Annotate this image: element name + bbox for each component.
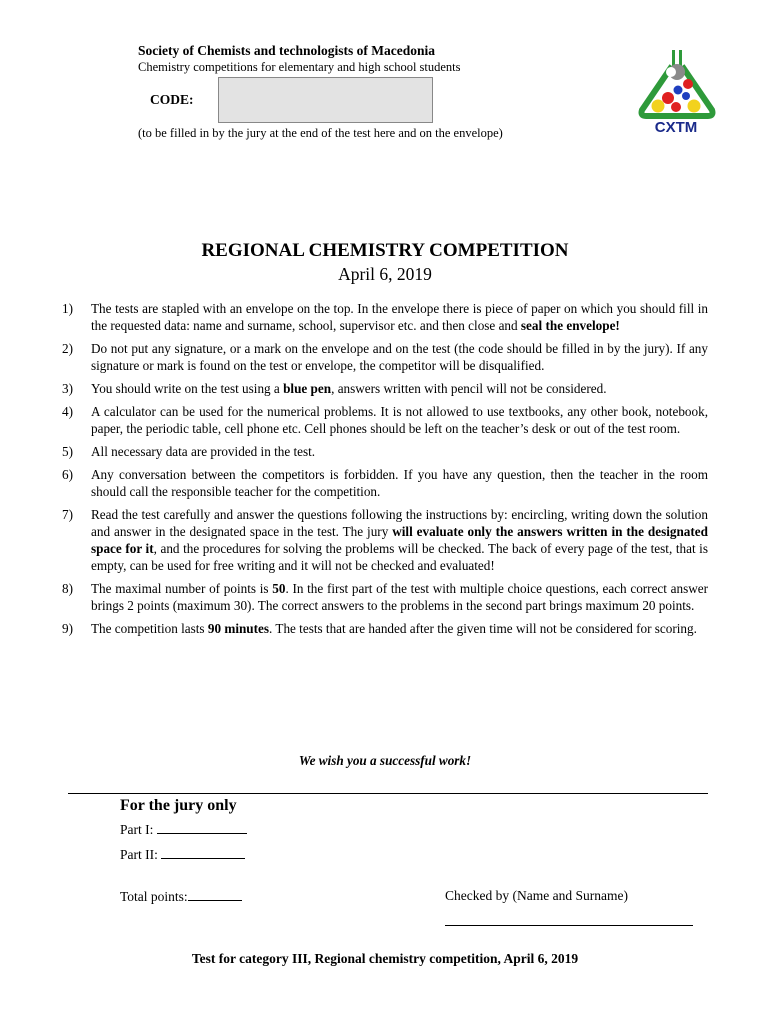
wish-text: We wish you a successful work! bbox=[298, 753, 472, 768]
code-label: CODE: bbox=[150, 92, 194, 107]
rule-text-part: The competition lasts bbox=[91, 621, 208, 636]
rule-text-bold: seal the envelope! bbox=[520, 318, 620, 334]
rule-item bbox=[62, 300, 708, 334]
checked-by-input[interactable] bbox=[445, 925, 693, 926]
rule-text bbox=[91, 620, 708, 637]
rule-text-part: , answers written with pencil will not be considered. bbox=[331, 381, 607, 396]
checked-by-label: Checked by (Name and Surname) bbox=[445, 888, 628, 903]
divider bbox=[68, 793, 708, 794]
rule-text-part: . The tests that are handed after the given time will not be considered for scoring. bbox=[269, 621, 697, 636]
total-field bbox=[120, 888, 242, 905]
part1-field bbox=[120, 821, 247, 838]
rule-number: 3) bbox=[62, 381, 73, 396]
rule-text bbox=[91, 506, 708, 575]
rule-text-part: You should write on the test using a bbox=[91, 381, 284, 396]
rule-text-bold: will evaluate only the answers written in the designated space for it bbox=[91, 523, 708, 556]
part1-input[interactable] bbox=[157, 821, 247, 834]
rule-number: 5) bbox=[62, 443, 73, 459]
rule-text bbox=[91, 580, 708, 614]
rule-text-part: The maximal number of points is bbox=[91, 581, 273, 596]
rule-item bbox=[62, 580, 708, 614]
logo-text: CXTM bbox=[654, 119, 698, 136]
rule-text-part: Do not put any signature, or a mark on the envelope and on the test (the code should be filled in by the jury). If any signature or mark is found on the test or envelope, the competitor will be disqualified. bbox=[91, 341, 708, 374]
rule-text bbox=[91, 380, 708, 397]
jury-title: For the jury only bbox=[120, 797, 237, 814]
code-note: (to be filled in by the jury at the end of the test here and on the envelope) bbox=[138, 126, 503, 140]
rule-number: 2) bbox=[62, 341, 73, 356]
rule-text bbox=[91, 300, 708, 334]
cxtm-logo bbox=[628, 50, 724, 136]
footer-text: Test for category III, Regional chemistry competition, April 6, 2019 bbox=[191, 951, 579, 966]
rule-text-bold: 90 minutes bbox=[207, 621, 270, 636]
part2-label: Part II: bbox=[120, 847, 158, 862]
rule-text bbox=[91, 340, 708, 374]
rule-text-part: Any conversation between the competitors is forbidden. If you have any question, then the teacher in the room should call the responsible teacher for the competition. bbox=[91, 466, 708, 499]
rule-item bbox=[62, 620, 708, 637]
rule-number: 9) bbox=[62, 621, 73, 636]
rule-item bbox=[62, 380, 708, 397]
rule-item bbox=[62, 340, 708, 374]
rule-text bbox=[91, 443, 708, 460]
rule-number: 8) bbox=[62, 581, 73, 596]
rule-number: 6) bbox=[62, 466, 73, 482]
rule-text-part: Read the test carefully and answer the questions following the instructions by: encircling, writing down the solution and answer in the designated space in the test. The jury bbox=[91, 506, 708, 539]
competition-date: April 6, 2019 bbox=[338, 264, 432, 284]
rule-number: 4) bbox=[62, 403, 73, 419]
rule-text-part: , and the procedures for solving the problems will be checked. The back of every page of the test, that is empty, can be used for free writing and it will not be checked and evaluated! bbox=[91, 541, 708, 574]
rule-text bbox=[91, 403, 708, 437]
rule-item bbox=[62, 403, 708, 437]
rule-text-part: . In the first part of the test with multiple choice questions, each correct answer brings 2 points (maximum 30). The correct answers to the problems in the second part brings maximum 20 points. bbox=[91, 581, 709, 614]
rule-item bbox=[62, 466, 708, 500]
logo-flask-icon bbox=[642, 50, 713, 116]
part1-label: Part I: bbox=[120, 822, 154, 837]
page-title: REGIONAL CHEMISTRY COMPETITION bbox=[201, 240, 569, 261]
rule-number: 7) bbox=[62, 506, 73, 522]
total-input[interactable] bbox=[188, 888, 242, 901]
rule-text-part: The tests are stapled with an envelope on the top. In the envelope there is piece of paper on which you should fill in the requested data: name and surname, school, supervisor etc. and then close and bbox=[91, 301, 708, 334]
rule-text-part: All necessary data are provided in the test. bbox=[91, 443, 316, 459]
society-subtitle: Chemistry competitions for elementary and high school students bbox=[138, 60, 461, 74]
rule-number: 1) bbox=[62, 301, 73, 316]
rules-list bbox=[62, 300, 708, 643]
part2-field bbox=[120, 846, 245, 863]
rule-text-part: A calculator can be used for the numerical problems. It is not allowed to use textbooks, any other book, notebook, paper, the periodic table, cell phone etc. Cell phones should be left on the teacher’s desk or out of the test room. bbox=[91, 403, 708, 436]
part2-input[interactable] bbox=[161, 846, 245, 859]
total-label: Total points: bbox=[120, 889, 188, 904]
rule-text bbox=[91, 466, 708, 500]
rule-item bbox=[62, 506, 708, 575]
society-name: Society of Chemists and technologists of Macedonia bbox=[138, 43, 435, 58]
code-box[interactable] bbox=[218, 77, 433, 123]
rule-text-bold: blue pen bbox=[283, 381, 332, 396]
rule-item bbox=[62, 443, 708, 460]
rule-text-bold: 50 bbox=[272, 581, 286, 596]
